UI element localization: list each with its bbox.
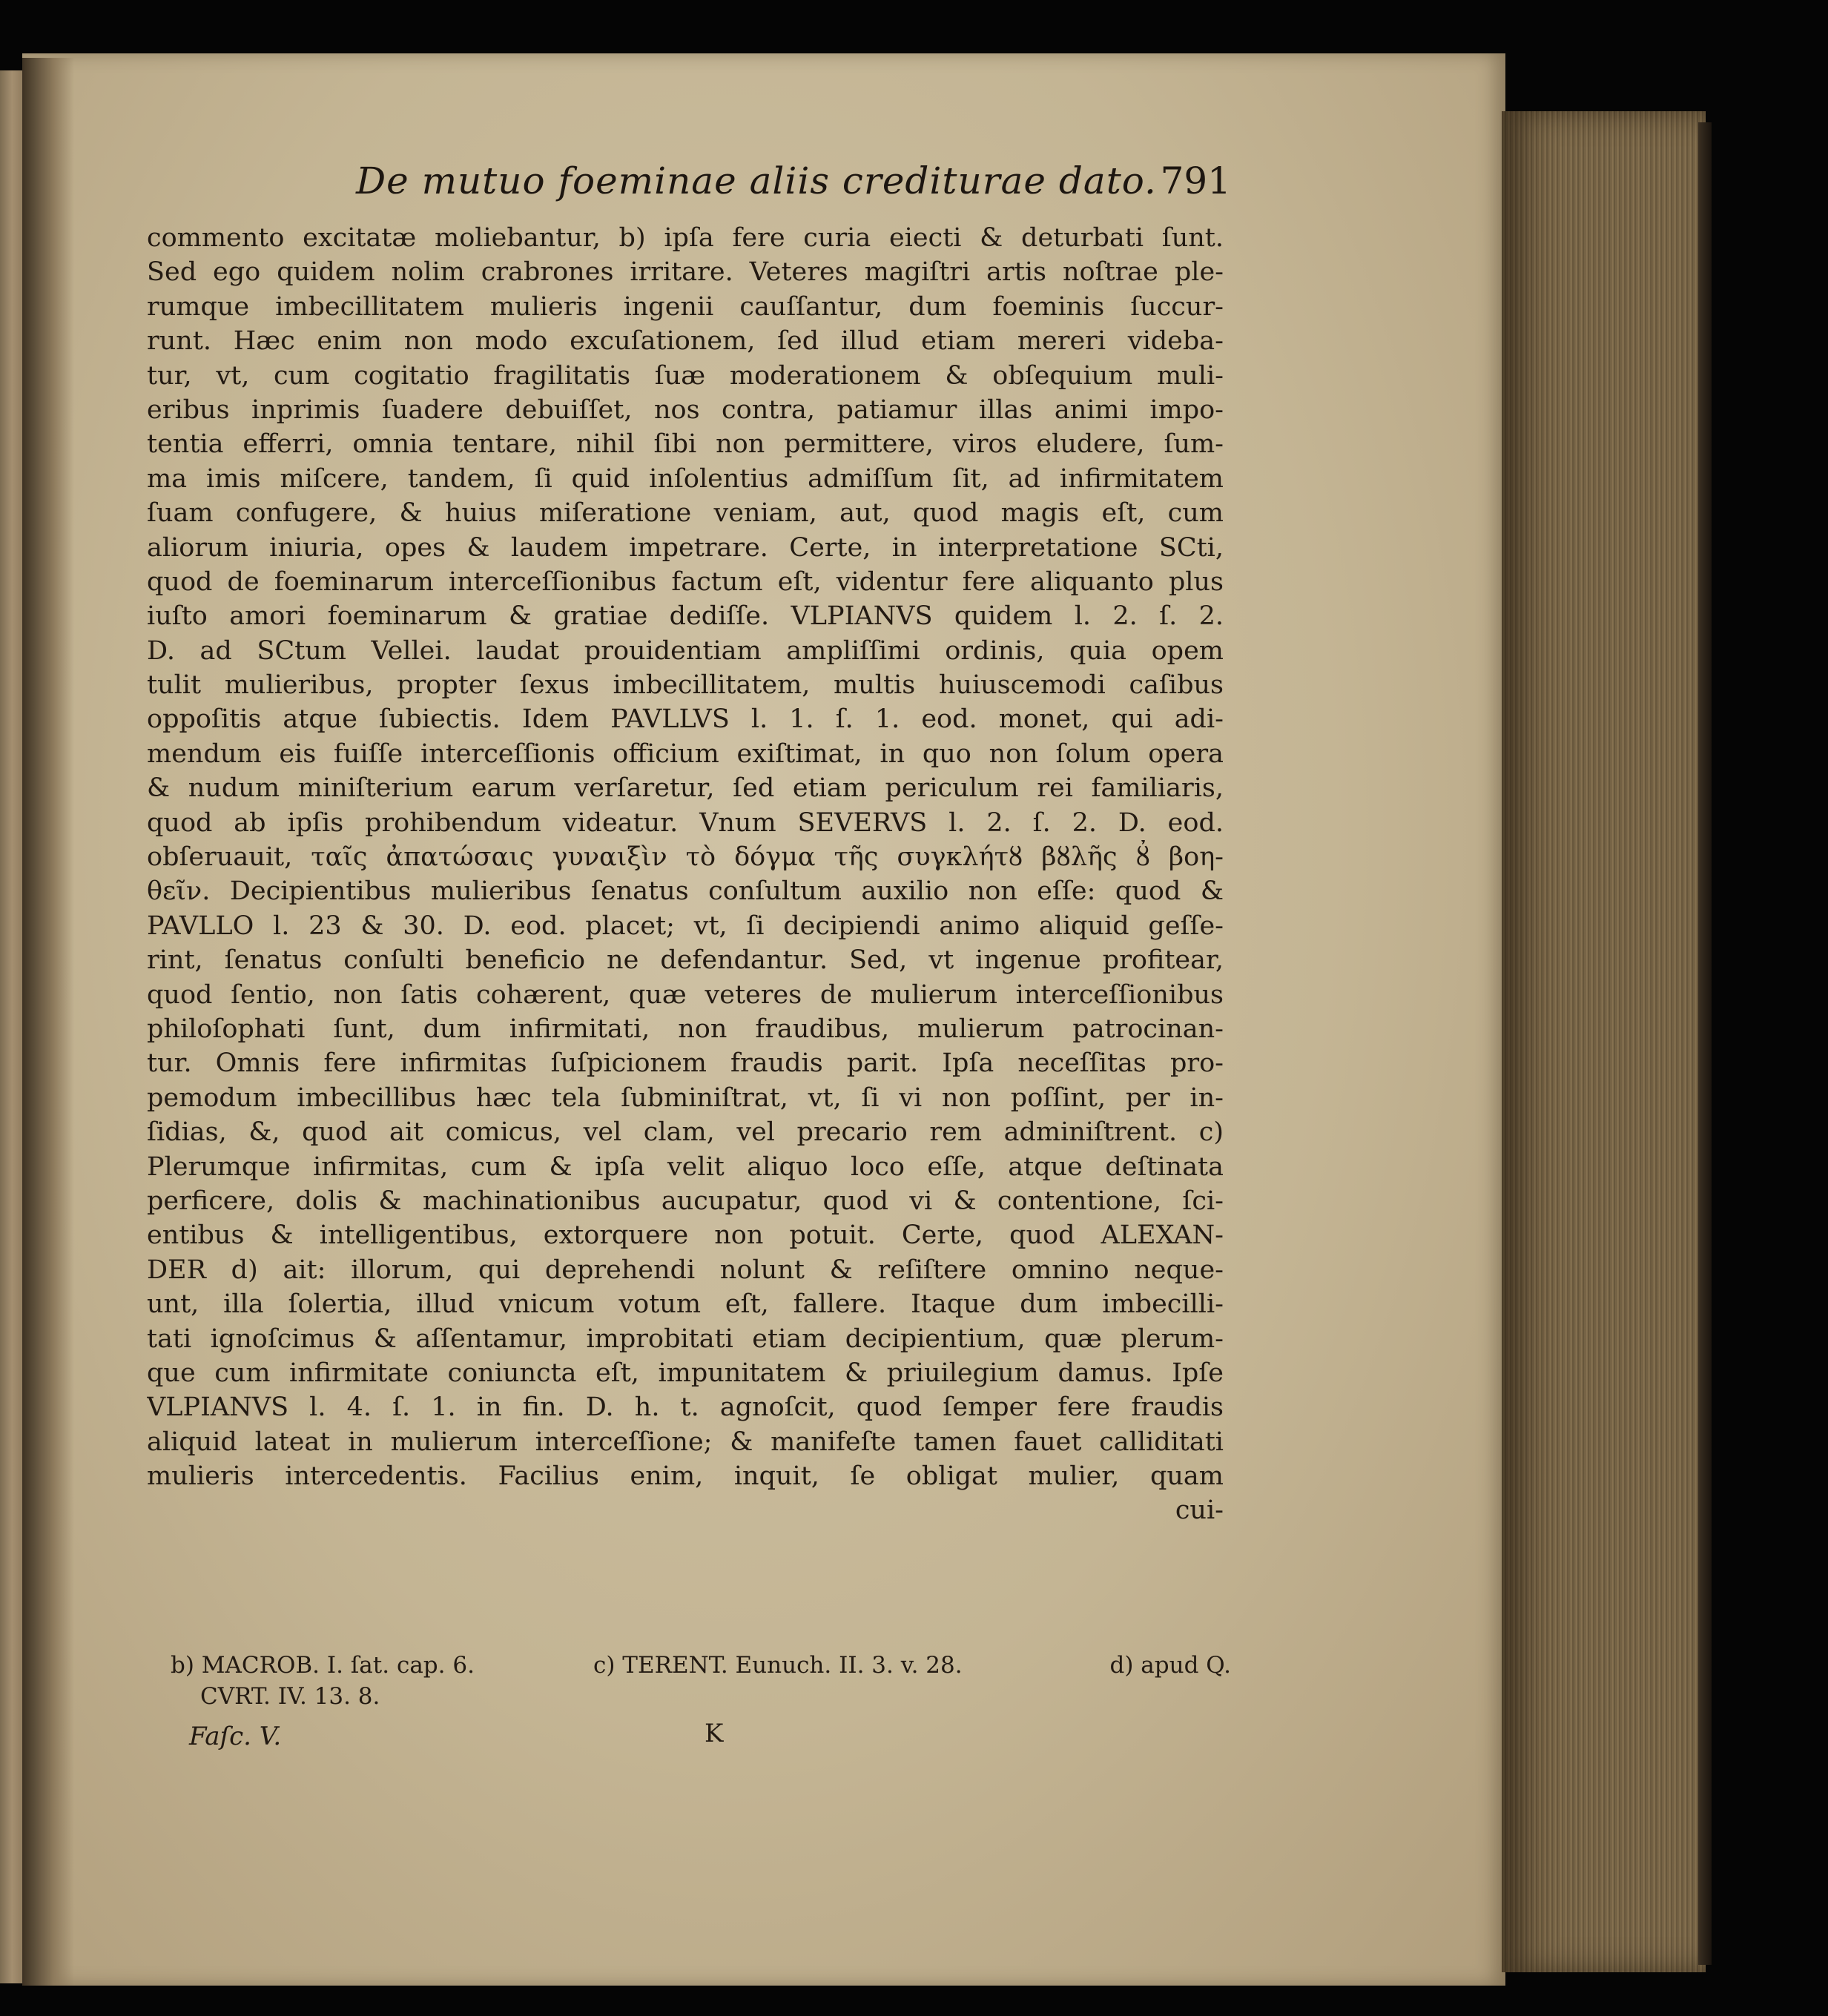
text-line: θεῖν. Decipientibus mulieribus ſenatus conſultum auxilio non eſſe: quod &: [147, 876, 1224, 907]
text-line: que cum infirmitate coniuncta eſt, impunitatem & priuilegium damus. Ipſe: [147, 1358, 1224, 1388]
text-line: philoſophati ſunt, dum infirmitati, non fraudibus, mulierum patrocinan-: [147, 1014, 1224, 1044]
text-line: quod de foeminarum interceſſionibus factum eſt, videntur fere aliquanto plus: [147, 566, 1224, 597]
text-line: tur, vt, cum cogitatio fragilitatis ſuæ moderationem & obſequium muli-: [147, 360, 1224, 391]
text-line: tulit mulieribus, propter ſexus imbecillitatem, multis huiuscemodi caſibus: [147, 670, 1224, 701]
text-line: commento excitatæ moliebantur, b) ipſa fere curia eiecti & deturbati ſunt.: [147, 223, 1224, 253]
cover-edge: [1698, 122, 1712, 1965]
text-line: quod ab ipſis prohibendum videatur. Vnum SEVERVS l. 2. ſ. 2. D. eod.: [147, 807, 1224, 838]
text-line: runt. Hæc enim non modo excuſationem, ſed illud etiam mereri videba-: [147, 326, 1224, 357]
text-line: ſuam confugere, & huius miſeratione veniam, aut, quod magis eſt, cum: [147, 498, 1224, 529]
text-line: entibus & intelligentibus, extorquere non potuit. Certe, quod ALEXAN-: [147, 1220, 1224, 1251]
text-line: quod ſentio, non ſatis cohærent, quæ veteres de mulierum interceſſionibus: [147, 979, 1224, 1010]
text-line: tentia efferri, omnia tentare, nihil ſibi non permittere, viros eludere, ſum-: [147, 429, 1224, 460]
text-line: tur. Omnis fere infirmitas ſuſpicionem fraudis parit. Ipſa neceſſitas pro-: [147, 1048, 1224, 1079]
page-block-fore-edge: [1502, 111, 1706, 1972]
text-line: DER d) ait: illorum, qui deprehendi nolunt & reſiſtere omnino neque-: [147, 1255, 1224, 1285]
text-line: aliquid lateat in mulierum interceſſione; & manifeſte tamen fauet calliditati: [147, 1427, 1224, 1457]
gathering-mark: K: [705, 1719, 724, 1748]
footnotes: [171, 1650, 1231, 1712]
text-line: rint, ſenatus conſulti beneficio ne defendantur. Sed, vt ingenue profitear,: [147, 945, 1224, 976]
text-line: eribus inprimis ſuadere debuiſſet, nos contra, patiamur illas animi impo-: [147, 394, 1224, 425]
footnote-b: b) MACROB. I. ſat. cap. 6.: [171, 1652, 475, 1679]
page-number: 791: [1160, 159, 1231, 202]
footnote-row: [171, 1650, 1231, 1681]
text-line: iuſto amori foeminarum & gratiae dediſſe. VLPIANVS quidem l. 2. ſ. 2.: [147, 601, 1224, 632]
footnote-d: d) apud Q.: [1109, 1652, 1231, 1679]
text-line: mendum eis fuiſſe interceſſionis officium exiſtimat, in quo non ſolum opera: [147, 738, 1224, 769]
text-line: obſeruauit, ταῖς ἀπατώσαις γυναιξὶν τὸ δόγμα τῆς συγκλήτȣ βȣλῆς ȣ̓ βοη-: [147, 842, 1224, 873]
text-line: VLPIANVS l. 4. ſ. 1. in fin. D. h. t. agnoſcit, quod ſemper fere fraudis: [147, 1392, 1224, 1423]
running-title: De mutuo foeminae aliis crediturae dato.: [356, 159, 1157, 202]
text-line: PAVLLO l. 23 & 30. D. eod. placet; vt, ſi decipiendi animo aliquid geſſe-: [147, 910, 1224, 941]
text-line: ſidias, &, quod ait comicus, vel clam, vel precario rem adminiſtrent. c): [147, 1117, 1224, 1148]
gutter-shadow: [22, 58, 74, 1986]
text-line: perficere, dolis & machinationibus aucupatur, quod vi & contentione, ſci-: [147, 1186, 1224, 1216]
text-line: pemodum imbecillibus hæc tela ſubminiſtrat, vt, ſi vi non poſſint, per in-: [147, 1083, 1224, 1113]
text-line: Plerumque infirmitas, cum & ipſa velit aliquo loco eſſe, atque deſtinata: [147, 1151, 1224, 1182]
text-line: tati ignoſcimus & aſſentamur, improbitati etiam decipientium, quæ plerum-: [147, 1323, 1224, 1354]
text-line: oppoſitis atque ſubiectis. Idem PAVLLVS l. 1. ſ. 1. eod. monet, qui adi-: [147, 704, 1224, 735]
footnote-b-continuation: CVRT. IV. 13. 8.: [200, 1683, 380, 1710]
text-line: D. ad SCtum Vellei. laudat prouidentiam ampliſſimi ordinis, quia opem: [147, 635, 1224, 666]
text-line: unt, illa ſolertia, illud vnicum votum eſt, fallere. Itaque dum imbecilli-: [147, 1289, 1224, 1320]
signature-mark: Faſc. V.: [189, 1722, 282, 1751]
body-text: [147, 221, 1224, 1528]
footnote-c: c) TERENT. Eunuch. II. 3. v. 28.: [593, 1652, 963, 1679]
text-line: & nudum miniſterium earum verſaretur, ſed etiam periculum rei familiaris,: [147, 773, 1224, 804]
text-line: cui-: [1175, 1496, 1224, 1526]
text-line: rumque imbecillitatem mulieris ingenii cauſſantur, dum foeminis ſuccur-: [147, 291, 1224, 322]
footnote-row: [171, 1681, 1231, 1712]
text-line: mulieris intercedentis. Facilius enim, inquit, ſe obligat mulier, quam: [147, 1461, 1224, 1492]
text-line: Sed ego quidem nolim crabrones irritare. Veteres magiſtri artis noſtrae ple-: [147, 257, 1224, 288]
text-line: aliorum iniuria, opes & laudem impetrare. Certe, in interpretatione SCti,: [147, 532, 1224, 563]
text-line: ma imis miſcere, tandem, ſi quid inſolentius admiſſum ſit, ad infirmitatem: [147, 463, 1224, 494]
running-header: [356, 159, 1231, 211]
